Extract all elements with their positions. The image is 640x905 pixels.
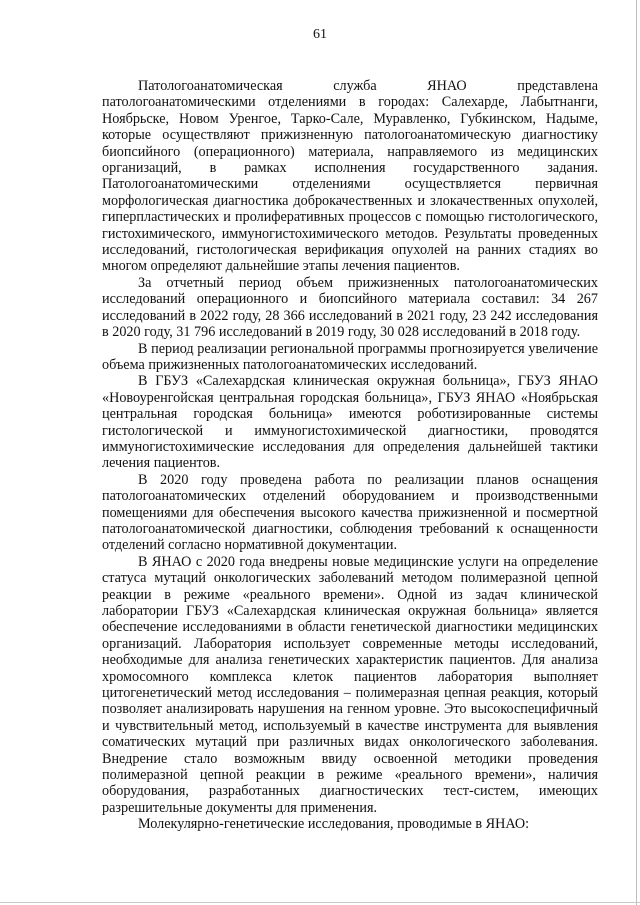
page-edge-right bbox=[636, 0, 637, 905]
paragraph-pathology-service: Патологоанатомическая служба ЯНАО представлена патологоанатомическими отделениями в городах: Салехарде, Лабытнанги, Ноябрьске, Новом Уренгое, Тарко-Сале, Муравленко, Губкинском, Надыме, которые осуществляют прижизненную патологоанатомическую диагностику биопсийного (операционного) материала, направляемого из медицинских организаций, в рамках исполнения государственного задания. Патологоанатомическими отделениями осуществляется первичная морфологическая диагностика доброкачественных и злокачественных опухолей, гиперпластических и пролиферативных процессов с помощью гистологического, гистохимического, иммуногистохимического методов. Результаты проведенных исследований, гистологическая верификация опухолей на ранних стадиях во многом определяют дальнейшие этапы лечения пациентов. bbox=[102, 78, 598, 275]
page-number: 61 bbox=[313, 27, 327, 42]
paragraph-pcr-services: В ЯНАО с 2020 года внедрены новые медицинские услуги на определение статуса мутаций онкологических заболеваний методом полимеразной цепной реакции в режиме «реального времени». Одной из задач клинической лаборатории ГБУЗ «Салехардская клиническая окружная больница» является обеспечение исследованиями в области генетической диагностики медицинских организаций. Лаборатория использует современные методы исследований, необходимые для анализа генетических характеристик пациентов. Для анализа хромосомного комплекса клеток пациентов лаборатория выполняет цитогенетический метод исследования – полимеразная цепная реакция, который позволяет анализировать нарушения на генном уровне. Это высокоспецифичный и чувствительный метод, используемый в качестве инструмента для выявления соматических мутаций при различных видах онкологического заболевания. Внедрение стало возможным ввиду освоенной методики проведения полимеразной цепной реакции в режиме «реального времени», наличия оборудования, разработанных диагностических тест-систем, имеющих разрешительные документы для применения. bbox=[102, 553, 598, 816]
paragraph-robotic-systems: В ГБУЗ «Салехардская клиническая окружная больница», ГБУЗ ЯНАО «Новоуренгойская центральная городская больница», ГБУЗ ЯНАО «Ноябрьская центральная городская больница» имеются роботизированные системы гистологической и иммуногистохимической диагностики, проводятся иммуногистохимические исследования для определения дальнейшей тактики лечения пациентов. bbox=[102, 373, 598, 472]
paragraph-molecular-genetic: Молекулярно-генетические исследования, проводимые в ЯНАО: bbox=[138, 816, 530, 833]
paragraph-equipment-2020: В 2020 году проведена работа по реализации планов оснащения патологоанатомических отделений оборудованием и производственными помещениями для обеспечения высокого качества прижизненной и посмертной патологоанатомической диагностики, соблюдения требований к оснащенности отделений согласно нормативной документации. bbox=[102, 471, 598, 554]
paragraph-research-volume: За отчетный период объем прижизненных патологоанатомических исследований операционного и биопсийного материала составил: 34 267 исследований в 2022 году, 28 366 исследований в 2021 году, 23 242 исследования в 2020 году, 31 796 исследований в 2019 году, 30 028 исследований в 2018 году. bbox=[102, 274, 598, 341]
paragraph-program-forecast: В период реализации региональной программы прогнозируется увеличение объема прижизненных патологоанатомических исследований. bbox=[102, 340, 598, 373]
page-edge-bottom bbox=[0, 902, 640, 903]
body-text bbox=[102, 78, 598, 833]
